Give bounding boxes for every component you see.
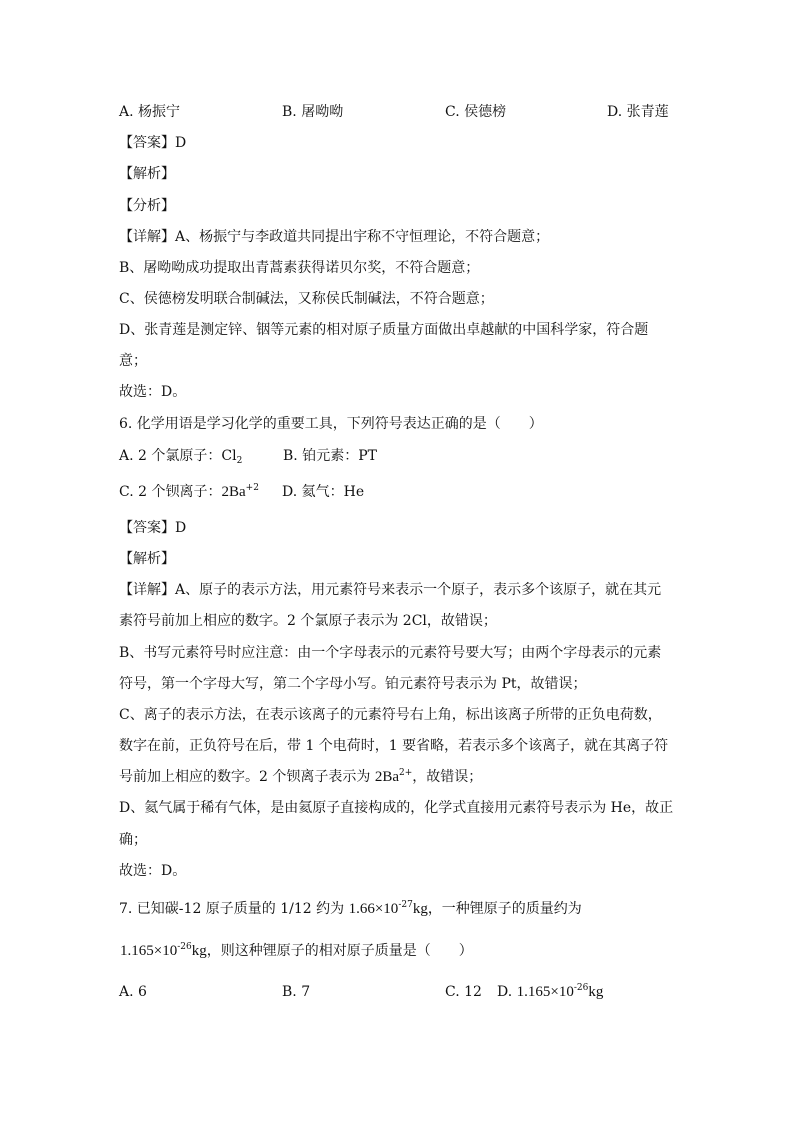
detail-line: B、屠呦呦成功提取出青蒿素获得诺贝尔奖，不符合题意； [119, 260, 480, 276]
option-d: D. 氦气：He [282, 484, 365, 500]
superscript: -26 [573, 983, 589, 993]
superscript: +2 [245, 483, 259, 493]
formula: 2Ba [374, 769, 399, 785]
detail-line: 意； [119, 353, 147, 369]
detail-line: 确； [119, 832, 147, 848]
option-a [119, 446, 242, 466]
answer-line: 【答案】D [119, 135, 187, 151]
option-d-label: D. [497, 984, 517, 1000]
unit: kg [191, 943, 207, 959]
detail-line: 符号，第一个字母大写，第二个字母小写。铂元素符号表示为 Pt，故错误； [119, 676, 587, 692]
detail-line: 【详解】A、杨振宁与李政道共同提出宇称不守恒理论，不符合题意； [119, 229, 550, 245]
detail-text: ，故错误； [412, 769, 483, 785]
detail-line: B、书写元素符号时应注意：由一个字母表示的元素符号要大写；由两个字母表示的元素 [119, 645, 662, 661]
option-d [497, 982, 603, 1002]
unit: kg [588, 984, 604, 1000]
option-b: B. 7 [282, 984, 311, 1000]
fenxi-heading: 【分析】 [119, 198, 175, 214]
unit: kg [412, 901, 428, 917]
formula: 1.165×10 [120, 943, 178, 959]
superscript: -27 [398, 900, 413, 910]
option-a: A. 杨振宁 [119, 104, 181, 120]
detail-line: 【详解】A、原子的表示方法，用元素符号来表示一个原子，表示多个该原子，就在其元 [119, 582, 662, 598]
option-c-label: C. 2 个钡离子： [119, 484, 222, 500]
choice-line: 故选：D。 [119, 384, 187, 400]
option-c: C. 侯德榜 [445, 104, 507, 120]
formula: 1.66×10 [348, 901, 399, 917]
option-c [119, 482, 259, 502]
detail-line [119, 767, 482, 787]
subscript: 2 [236, 456, 243, 466]
detail-line: 数字在前，正负符号在后，带 1 个电荷时，1 要省略，若表示多个该离子，就在其离子符 [119, 738, 669, 754]
option-a-label: A. 2 个氯原子：Cl [119, 448, 237, 464]
option-d: D. 张青莲 [607, 104, 669, 120]
question-stem: 6. 化学用语是学习化学的重要工具，下列符号表达正确的是（ ） [119, 416, 543, 432]
option-b: B. 屠呦呦 [282, 104, 344, 120]
choice-line: 故选：D。 [119, 863, 187, 879]
detail-line: C、侯德榜发明联合制碱法，又称侯氏制碱法，不符合题意； [119, 291, 494, 307]
option-c: C. 12 [445, 984, 482, 1000]
detail-line: C、离子的表示方法，在表示该离子的元素符号右上角，标出该离子所带的正负电荷数， [119, 707, 662, 723]
analysis-heading: 【解析】 [119, 166, 175, 182]
formula: 2Ba [221, 484, 246, 500]
stem-text: 7. 已知碳-12 原子质量的 1/12 约为 [119, 901, 349, 917]
option-a: A. 6 [119, 984, 147, 1000]
formula: 1.165×10 [516, 984, 574, 1000]
stem-text: ，则这种锂原子的相对原子质量是（ ） [206, 943, 473, 959]
stem-text: ，一种锂原子的质量约为 [427, 901, 582, 917]
superscript: -26 [177, 942, 192, 952]
question-stem [119, 899, 582, 919]
detail-text: 号前加上相应的数字。2 个钡离子表示为 [119, 769, 375, 785]
superscript: 2+ [398, 768, 413, 778]
detail-line: D、张青莲是测定锌、铟等元素的相对原子质量方面做出卓越献的中国科学家，符合题 [119, 322, 649, 338]
answer-line: 【答案】D [119, 520, 187, 536]
detail-line: 素符号前加上相应的数字。2 个氯原子表示为 2Cl，故错误； [119, 613, 497, 629]
question-stem-cont [120, 941, 473, 961]
analysis-heading: 【解析】 [119, 551, 175, 567]
detail-line: D、氦气属于稀有气体，是由氦原子直接构成的，化学式直接用元素符号表示为 He，故正 [119, 800, 674, 816]
option-b: B. 铂元素：PT [283, 448, 377, 464]
